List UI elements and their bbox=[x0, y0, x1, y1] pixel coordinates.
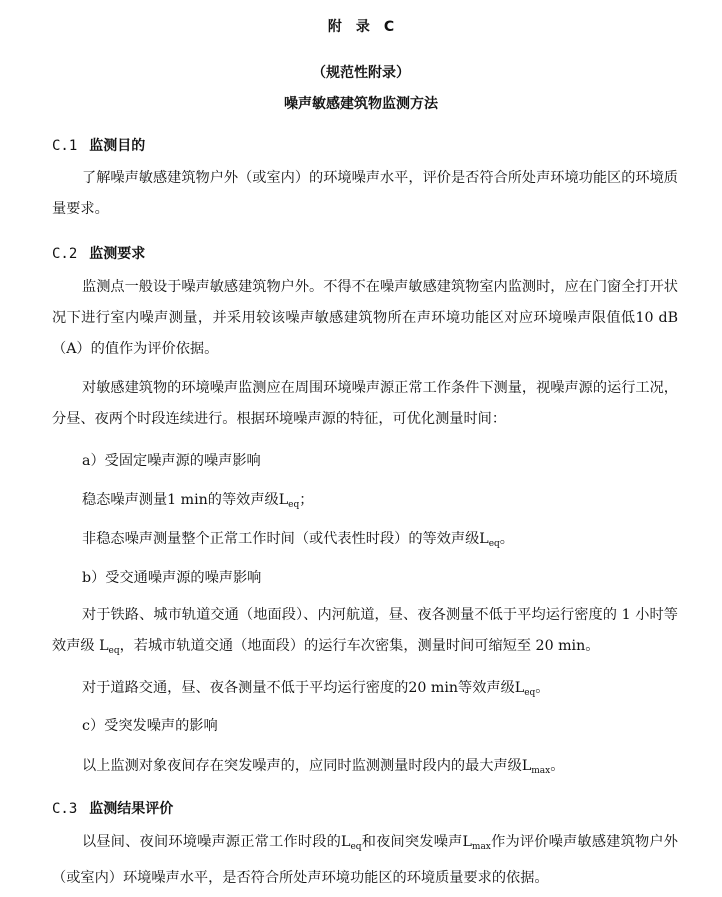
text-burst-noise: 以上监测对象夜间存在突发噪声的，应同时监测测量时段内的最大声级$L_{max}$。 bbox=[82, 758, 565, 776]
text-road-traffic: 对于道路交通，昼、夜各测量不低于平均运行密度的20 min等效声级$L_{eq}$。 bbox=[82, 680, 550, 698]
section-heading-c3 bbox=[52, 798, 173, 818]
paragraph-c2-working-conditions: 对敏感建筑物的环境噪声监测应在周围环境噪声源正常工作条件下测量，视噪声源的运行工况，分昼、夜两个时段连续进行。根据环境噪声源的特征，可优化测量时间： bbox=[52, 380, 678, 427]
section-number: C.2 bbox=[52, 246, 78, 262]
appendix-subtitle: （规范性附录） bbox=[312, 65, 410, 81]
appendix-title: 附 录 C bbox=[327, 19, 395, 35]
section-number: C.3 bbox=[52, 801, 78, 817]
list-item-c: c）受突发噪声的影响 bbox=[82, 718, 218, 734]
list-item-b: b）受交通噪声源的噪声影响 bbox=[82, 570, 262, 586]
section-heading-c2 bbox=[52, 243, 145, 263]
paragraph-c1: 了解噪声敏感建筑物户外（或室内）的环境噪声水平，评价是否符合所处声环境功能区的环境质量要求。 bbox=[52, 170, 678, 217]
section-title: 监测要求 bbox=[89, 246, 146, 262]
section-title: 监测目的 bbox=[89, 138, 146, 154]
list-item-a: a）受固定噪声源的噪声影响 bbox=[82, 453, 261, 469]
document-main-title: 噪声敏感建筑物监测方法 bbox=[284, 96, 438, 112]
section-heading-c1 bbox=[52, 135, 145, 155]
text-steady-noise: 稳态噪声测量1 min的等效声级$L_{eq}$； bbox=[82, 492, 314, 510]
paragraph-c2-monitoring-point: 监测点一般设于噪声敏感建筑物户外。不得不在噪声敏感建筑物室内监测时，应在门窗全打开状况下进行室内噪声测量，并采用较该噪声敏感建筑物所在声环境功能区对应环境噪声限值低10 dB（A）的值作为评价依据。 bbox=[52, 279, 678, 357]
section-title: 监测结果评价 bbox=[89, 801, 174, 817]
paragraph-c3-evaluation: 以昼间、夜间环境噪声源正常工作时段的$L_{eq}$和夜间突发噪声$L_{max}$作为评价噪声敏感建筑物户外（或室内）环境噪声水平，是否符合所处声环境功能区的环境质量要求的依据。 bbox=[52, 834, 678, 886]
text-nonsteady-noise: 非稳态噪声测量整个正常工作时间（或代表性时段）的等效声级$L_{eq}$。 bbox=[82, 531, 514, 549]
section-number: C.1 bbox=[52, 138, 78, 154]
paragraph-rail-traffic: 对于铁路、城市轨道交通（地面段）、内河航道，昼、夜各测量不低于平均运行密度的 1 小时等效声级 $L_{eq}$，若城市轨道交通（地面段）的运行车次密集，测量时间可缩短至 20 min。 bbox=[52, 607, 678, 656]
